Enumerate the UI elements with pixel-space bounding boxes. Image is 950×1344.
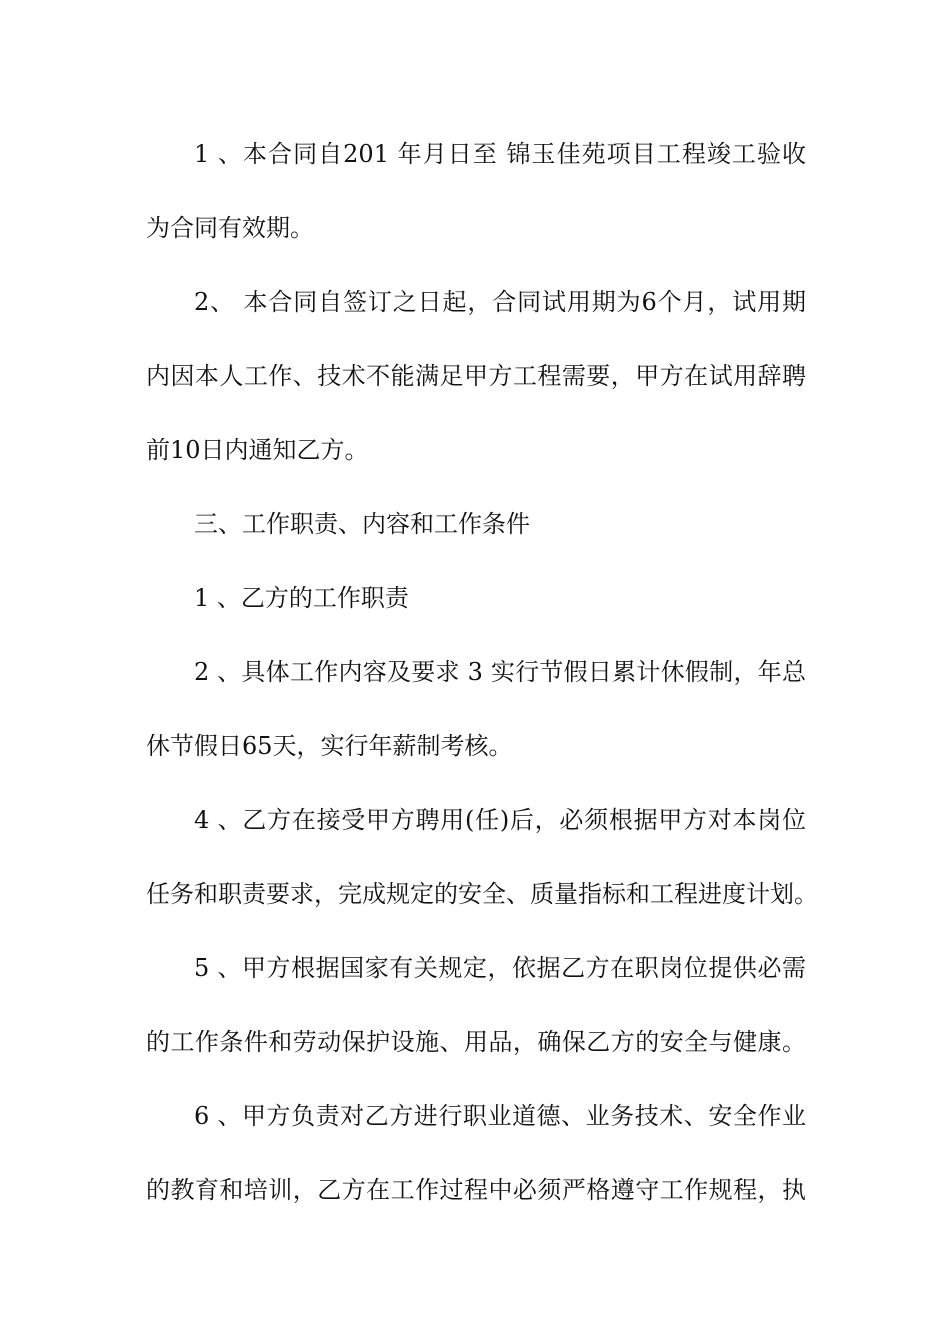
- text-line: 1 、乙方的工作职责: [194, 584, 409, 612]
- text-line: 2 、具体工作内容及要求 3 实行节假日累计休假制，年总: [194, 658, 806, 686]
- text-line: 任务和职责要求，完成规定的安全、质量指标和工程进度计划。: [146, 880, 818, 908]
- section-heading: 三、工作职责、内容和工作条件: [194, 510, 530, 538]
- text-line: 5 、甲方根据国家有关规定，依据乙方在职岗位提供必需: [194, 954, 806, 982]
- text-line: 休节假日65天，实行年薪制考核。: [146, 732, 513, 760]
- text-line: 4 、乙方在接受甲方聘用(任)后，必须根据甲方对本岗位: [194, 806, 806, 834]
- text-line: 1 、本合同自201 年月日至 锦玉佳苑项目工程竣工验收: [194, 140, 806, 168]
- text-line: 的工作条件和劳动保护设施、用品，确保乙方的安全与健康。: [146, 1028, 806, 1056]
- text-line: 前10日内通知乙方。: [146, 436, 369, 464]
- text-line: 2、 本合同自签订之日起，合同试用期为6个月，试用期: [194, 288, 806, 316]
- text-line: 6 、甲方负责对乙方进行职业道德、业务技术、安全作业: [194, 1102, 806, 1130]
- text-line: 的教育和培训，乙方在工作过程中必须严格遵守工作规程，执: [146, 1176, 806, 1204]
- text-line: 为合同有效期。: [146, 214, 314, 242]
- text-line: 内因本人工作、技术不能满足甲方工程需要，甲方在试用辞聘: [146, 362, 806, 390]
